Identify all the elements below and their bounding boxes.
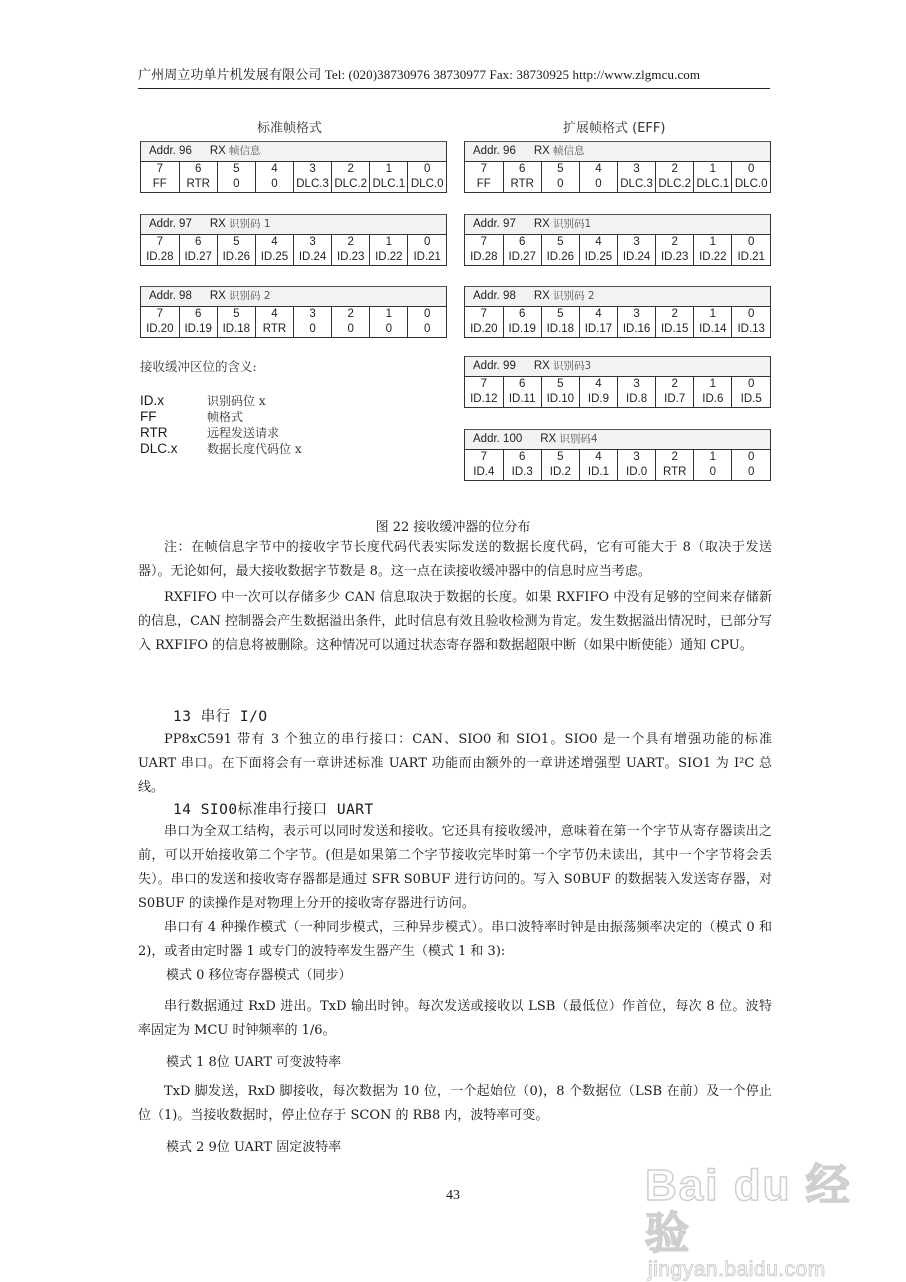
rxfifo-paragraph: RXFIFO 中一次可以存储多少 CAN 信息取决于数据的长度。如果 RXFIFO 中没有足够的空间来存储新的信息，CAN 控制器会产生数据溢出条件，此时信息有效且验收检测为肯定。发生数据溢出情况时，已部分写入 RXFIFO 的信息将被删除。这种情况可以通过状态寄存器和数据超限中断（如果中断使能）通知 CPU。 — [138, 590, 772, 653]
bit-number: 6 — [179, 162, 217, 177]
register-header — [141, 215, 446, 235]
register-table — [464, 356, 771, 408]
bit-value: 0 — [255, 177, 293, 192]
bit-value: RTR — [255, 322, 293, 337]
bit-number: 1 — [694, 235, 732, 250]
bit-number: 3 — [294, 162, 332, 177]
bit-value: 0 — [694, 465, 732, 480]
register-prefix: RX — [209, 218, 226, 230]
bit-number: 1 — [694, 377, 732, 392]
bit-value-row — [465, 250, 770, 265]
bit-number: 4 — [255, 307, 293, 322]
bit-value: ID.12 — [465, 392, 503, 407]
bit-value: ID.23 — [656, 250, 694, 265]
bit-number: 7 — [141, 235, 179, 250]
bit-value: DLC.0 — [410, 178, 444, 190]
bit-value: ID.19 — [179, 322, 217, 337]
bit-number: 3 — [294, 235, 332, 250]
bit-value: ID.21 — [413, 251, 441, 263]
bit-number: 3 — [618, 235, 656, 250]
bit-number: 2 — [332, 162, 370, 177]
bit-number: 4 — [579, 307, 617, 322]
bit-number-row — [465, 450, 770, 465]
bit-value-row — [141, 177, 446, 192]
bit-number: 4 — [579, 450, 617, 465]
extended-frame-title: 扩展帧格式 (EFF) — [563, 121, 666, 136]
bit-value: 0 — [217, 177, 255, 192]
bit-number: 1 — [370, 235, 408, 250]
bit-value: DLC.0 — [734, 178, 768, 190]
bit-value: ID.1 — [579, 465, 617, 480]
baidu-watermark — [645, 1162, 865, 1282]
standard-frame-title: 标准帧格式 — [257, 121, 323, 136]
bit-number: 5 — [217, 162, 255, 177]
register-prefix: RX — [533, 145, 550, 157]
bit-legend — [140, 357, 302, 457]
section-14-heading: 14 SIO0标准串行接口 UART — [173, 802, 374, 818]
register-name: 识别码 2 — [229, 290, 271, 302]
bit-number: 7 — [465, 307, 503, 322]
mode-1-paragraph: TxD 脚发送，RxD 脚接收，每次数据为 10 位，一个起始位（0)，8 个数据位（LSB 在前）及一个停止位（1)。当接收数据时，停止位存于 SCON 的 RB8 内，波特率可变。 — [138, 1084, 772, 1123]
bit-value: DLC.1 — [370, 177, 408, 192]
bit-number: 1 — [694, 450, 732, 465]
bit-value: 0 — [294, 322, 332, 337]
bit-number: 5 — [541, 162, 579, 177]
bit-number: 7 — [141, 162, 179, 177]
bit-value: DLC.1 — [694, 177, 732, 192]
bit-value: ID.23 — [332, 250, 370, 265]
legend-item: RTR 远程发送请求 — [140, 425, 280, 440]
bit-number: 3 — [618, 307, 656, 322]
bit-value: RTR — [179, 177, 217, 192]
register-address: Addr. 96 — [149, 145, 192, 157]
bit-value: ID.15 — [656, 322, 694, 337]
bit-number-row — [141, 162, 446, 177]
bit-number: 0 — [423, 163, 431, 175]
bit-value: ID.4 — [465, 465, 503, 480]
register-prefix: RX — [533, 290, 550, 302]
section-14-paragraph-1: 串口为全双工结构，表示可以同时发送和接收。它还具有接收缓冲，意味着在第一个字节从寄存器读出之前，可以开始接收第二个字节。(但是如果第二个字节接收完毕时第一个字节仍未读出，其中一个字节将会丢失）。串口的发送和接收寄存器都是通过 SFR S0BUF 进行访问的。写入 S0BUF 的数据装入发送寄存器，对 S0BUF 的读操作是对物理上分开的接收寄存器进行访问。 — [138, 824, 772, 911]
bit-value: DLC.2 — [656, 177, 694, 192]
bit-number: 2 — [656, 450, 694, 465]
bit-value: ID.13 — [737, 323, 765, 335]
bit-number: 0 — [747, 451, 755, 463]
legend-item: FF 帧格式 — [140, 409, 244, 424]
bit-value: ID.11 — [503, 392, 541, 407]
register-table — [464, 141, 771, 193]
bit-number: 7 — [141, 307, 179, 322]
bit-value: ID.0 — [618, 465, 656, 480]
register-header — [141, 287, 446, 307]
mode-0-title: 模式 0 移位寄存器模式（同步） — [166, 968, 352, 983]
bit-value: 0 — [747, 466, 755, 478]
bit-value: ID.18 — [541, 322, 579, 337]
bit-value: ID.5 — [740, 393, 762, 405]
bit-number: 0 — [747, 378, 755, 390]
bit-number: 1 — [694, 162, 732, 177]
bit-value: ID.26 — [217, 250, 255, 265]
register-address: Addr. 100 — [473, 433, 523, 445]
register-prefix: RX — [533, 360, 550, 372]
bit-value: ID.8 — [618, 392, 656, 407]
bit-number-row — [465, 307, 770, 322]
register-address: Addr. 97 — [149, 218, 192, 230]
bit-number: 7 — [465, 450, 503, 465]
bit-number: 0 — [423, 308, 431, 320]
bit-value: ID.24 — [618, 250, 656, 265]
bit-number: 3 — [618, 377, 656, 392]
bit-value: ID.19 — [503, 322, 541, 337]
bit-value: DLC.3 — [294, 177, 332, 192]
register-table — [140, 141, 447, 193]
bit-number: 6 — [503, 450, 541, 465]
mode-0-paragraph: 串行数据通过 RxD 进出。TxD 输出时钟。每次发送或接收以 LSB（最低位）作首位，每次 8 位。波特率固定为 MCU 时钟频率的 1/6。 — [138, 999, 772, 1038]
bit-number: 5 — [217, 235, 255, 250]
bit-number: 7 — [465, 162, 503, 177]
section-13-heading: 13 串行 I/O — [173, 709, 268, 725]
register-table — [464, 429, 771, 481]
bit-value-row — [465, 465, 770, 480]
bit-value: ID.27 — [179, 250, 217, 265]
register-header — [141, 142, 446, 162]
bit-value: 0 — [579, 177, 617, 192]
bit-value: DLC.3 — [618, 177, 656, 192]
bit-number: 6 — [503, 162, 541, 177]
bit-number-row — [465, 162, 770, 177]
bit-number: 1 — [694, 307, 732, 322]
bit-value: ID.20 — [141, 322, 179, 337]
note-paragraph: 注：在帧信息字节中的接收字节长度代码代表实际发送的数据长度代码，它有可能大于 8（取决于发送器）。无论如何，最大接收数据字节数是 8。这一点在读接收缓冲器中的信息时应当考虑。 — [138, 540, 772, 579]
bit-number-row — [141, 235, 446, 250]
register-prefix: RX — [209, 290, 226, 302]
bit-value-row — [465, 322, 770, 337]
mode-1-title: 模式 1 8位 UART 可变波特率 — [166, 1055, 342, 1070]
register-address: Addr. 97 — [473, 218, 516, 230]
bit-number: 6 — [179, 235, 217, 250]
bit-number: 6 — [179, 307, 217, 322]
bit-number: 3 — [618, 162, 656, 177]
register-address: Addr. 99 — [473, 360, 516, 372]
register-prefix: RX — [540, 433, 557, 445]
bit-value: 0 — [332, 322, 370, 337]
page-header: 广州周立功单片机发展有限公司 Tel: (020)38730976 38730977 Fax: 38730925 http://www.zlgmcu.com — [138, 67, 701, 82]
baidu-logo: Bai du 经验 — [645, 1161, 852, 1258]
bit-value: ID.21 — [737, 251, 765, 263]
register-name: 帧信息 — [229, 145, 261, 157]
register-name: 识别码 1 — [229, 218, 271, 230]
bit-value: ID.14 — [694, 322, 732, 337]
bit-value: ID.17 — [579, 322, 617, 337]
bit-number: 5 — [217, 307, 255, 322]
bit-number: 3 — [618, 450, 656, 465]
register-header — [465, 357, 770, 377]
bit-value: ID.10 — [541, 392, 579, 407]
page-number: 43 — [446, 1188, 460, 1203]
bit-number: 6 — [503, 377, 541, 392]
bit-number: 6 — [503, 235, 541, 250]
bit-number: 0 — [423, 236, 431, 248]
bit-number: 4 — [579, 162, 617, 177]
bit-value-row — [141, 250, 446, 265]
register-header — [465, 430, 770, 450]
bit-value: ID.28 — [141, 250, 179, 265]
bit-value: RTR — [503, 177, 541, 192]
bit-number: 5 — [541, 450, 579, 465]
bit-number: 2 — [332, 307, 370, 322]
bit-number: 2 — [656, 377, 694, 392]
bit-number: 4 — [255, 235, 293, 250]
bit-value-row — [141, 322, 446, 337]
bit-value: RTR — [656, 465, 694, 480]
section-14-paragraph-2: 串口有 4 种操作模式（一种同步模式，三种异步模式）。串口波特率时钟是由振荡频率决定的（模式 0 和 2)，或者由定时器 1 或专门的波特率发生器产生（模式 1 和 3): — [138, 920, 772, 959]
bit-value: ID.3 — [503, 465, 541, 480]
register-name: 识别码1 — [553, 218, 592, 230]
legend-title: 接收缓冲区位的含义: — [140, 359, 257, 374]
bit-number: 0 — [747, 308, 755, 320]
register-address: Addr. 98 — [473, 290, 516, 302]
bit-number: 2 — [656, 307, 694, 322]
bit-value: ID.25 — [579, 250, 617, 265]
bit-number: 2 — [656, 162, 694, 177]
register-prefix: RX — [533, 218, 550, 230]
bit-number: 4 — [579, 235, 617, 250]
bit-number: 1 — [370, 307, 408, 322]
register-header — [465, 287, 770, 307]
bit-number-row — [465, 235, 770, 250]
bit-value-row — [465, 392, 770, 407]
bit-value: DLC.2 — [332, 177, 370, 192]
bit-number: 5 — [541, 307, 579, 322]
bit-number: 0 — [747, 236, 755, 248]
register-name: 帧信息 — [553, 145, 585, 157]
bit-value: ID.16 — [618, 322, 656, 337]
watermark-url: jingyan.baidu.com — [648, 1258, 826, 1281]
figure-caption: 图 22 接收缓冲器的位分布 — [375, 520, 531, 535]
bit-value-row — [465, 177, 770, 192]
register-address: Addr. 96 — [473, 145, 516, 157]
legend-item: DLC.x 数据长度代码位 x — [140, 441, 302, 456]
bit-number: 0 — [747, 163, 755, 175]
register-name: 识别码 2 — [553, 290, 595, 302]
register-prefix: RX — [209, 145, 226, 157]
bit-value: ID.22 — [694, 250, 732, 265]
legend-item: ID.x 识别码位 x — [140, 393, 266, 408]
bit-value: ID.22 — [370, 250, 408, 265]
bit-number: 4 — [579, 377, 617, 392]
bit-value: ID.9 — [579, 392, 617, 407]
register-address: Addr. 98 — [149, 290, 192, 302]
register-table — [140, 286, 447, 338]
bit-value: ID.2 — [541, 465, 579, 480]
section-13-paragraph: PP8xC591 带有 3 个独立的串行接口：CAN、SIO0 和 SIO1。SIO0 是一个具有增强功能的标准 UART 串口。在下面将会有一章讲述标准 UART 功能而由额外的一章讲述增强型 UART。SIO1 为 I²C 总线。 — [138, 732, 772, 795]
bit-value: ID.25 — [255, 250, 293, 265]
bit-number: 2 — [656, 235, 694, 250]
bit-value: FF — [141, 177, 179, 192]
bit-number-row — [141, 307, 446, 322]
bit-number-row — [465, 377, 770, 392]
bit-number: 4 — [255, 162, 293, 177]
bit-value: ID.20 — [465, 322, 503, 337]
bit-value: 0 — [423, 323, 431, 335]
register-name: 识别码4 — [559, 433, 598, 445]
header-rule — [138, 88, 770, 89]
bit-value: ID.6 — [694, 392, 732, 407]
bit-number: 5 — [541, 235, 579, 250]
register-header — [465, 215, 770, 235]
register-table — [464, 214, 771, 266]
bit-number: 7 — [465, 377, 503, 392]
bit-value: ID.24 — [294, 250, 332, 265]
register-table — [140, 214, 447, 266]
mode-2-title: 模式 2 9位 UART 固定波特率 — [166, 1140, 342, 1155]
bit-value: FF — [465, 177, 503, 192]
register-name: 识别码3 — [553, 360, 592, 372]
register-table — [464, 286, 771, 338]
bit-number: 3 — [294, 307, 332, 322]
bit-value: ID.28 — [465, 250, 503, 265]
bit-value: 0 — [541, 177, 579, 192]
bit-number: 6 — [503, 307, 541, 322]
bit-number: 1 — [370, 162, 408, 177]
bit-number: 7 — [465, 235, 503, 250]
bit-number: 2 — [332, 235, 370, 250]
bit-value: 0 — [370, 322, 408, 337]
register-header — [465, 142, 770, 162]
bit-value: ID.7 — [656, 392, 694, 407]
bit-value: ID.27 — [503, 250, 541, 265]
bit-number: 5 — [541, 377, 579, 392]
bit-value: ID.18 — [217, 322, 255, 337]
bit-value: ID.26 — [541, 250, 579, 265]
